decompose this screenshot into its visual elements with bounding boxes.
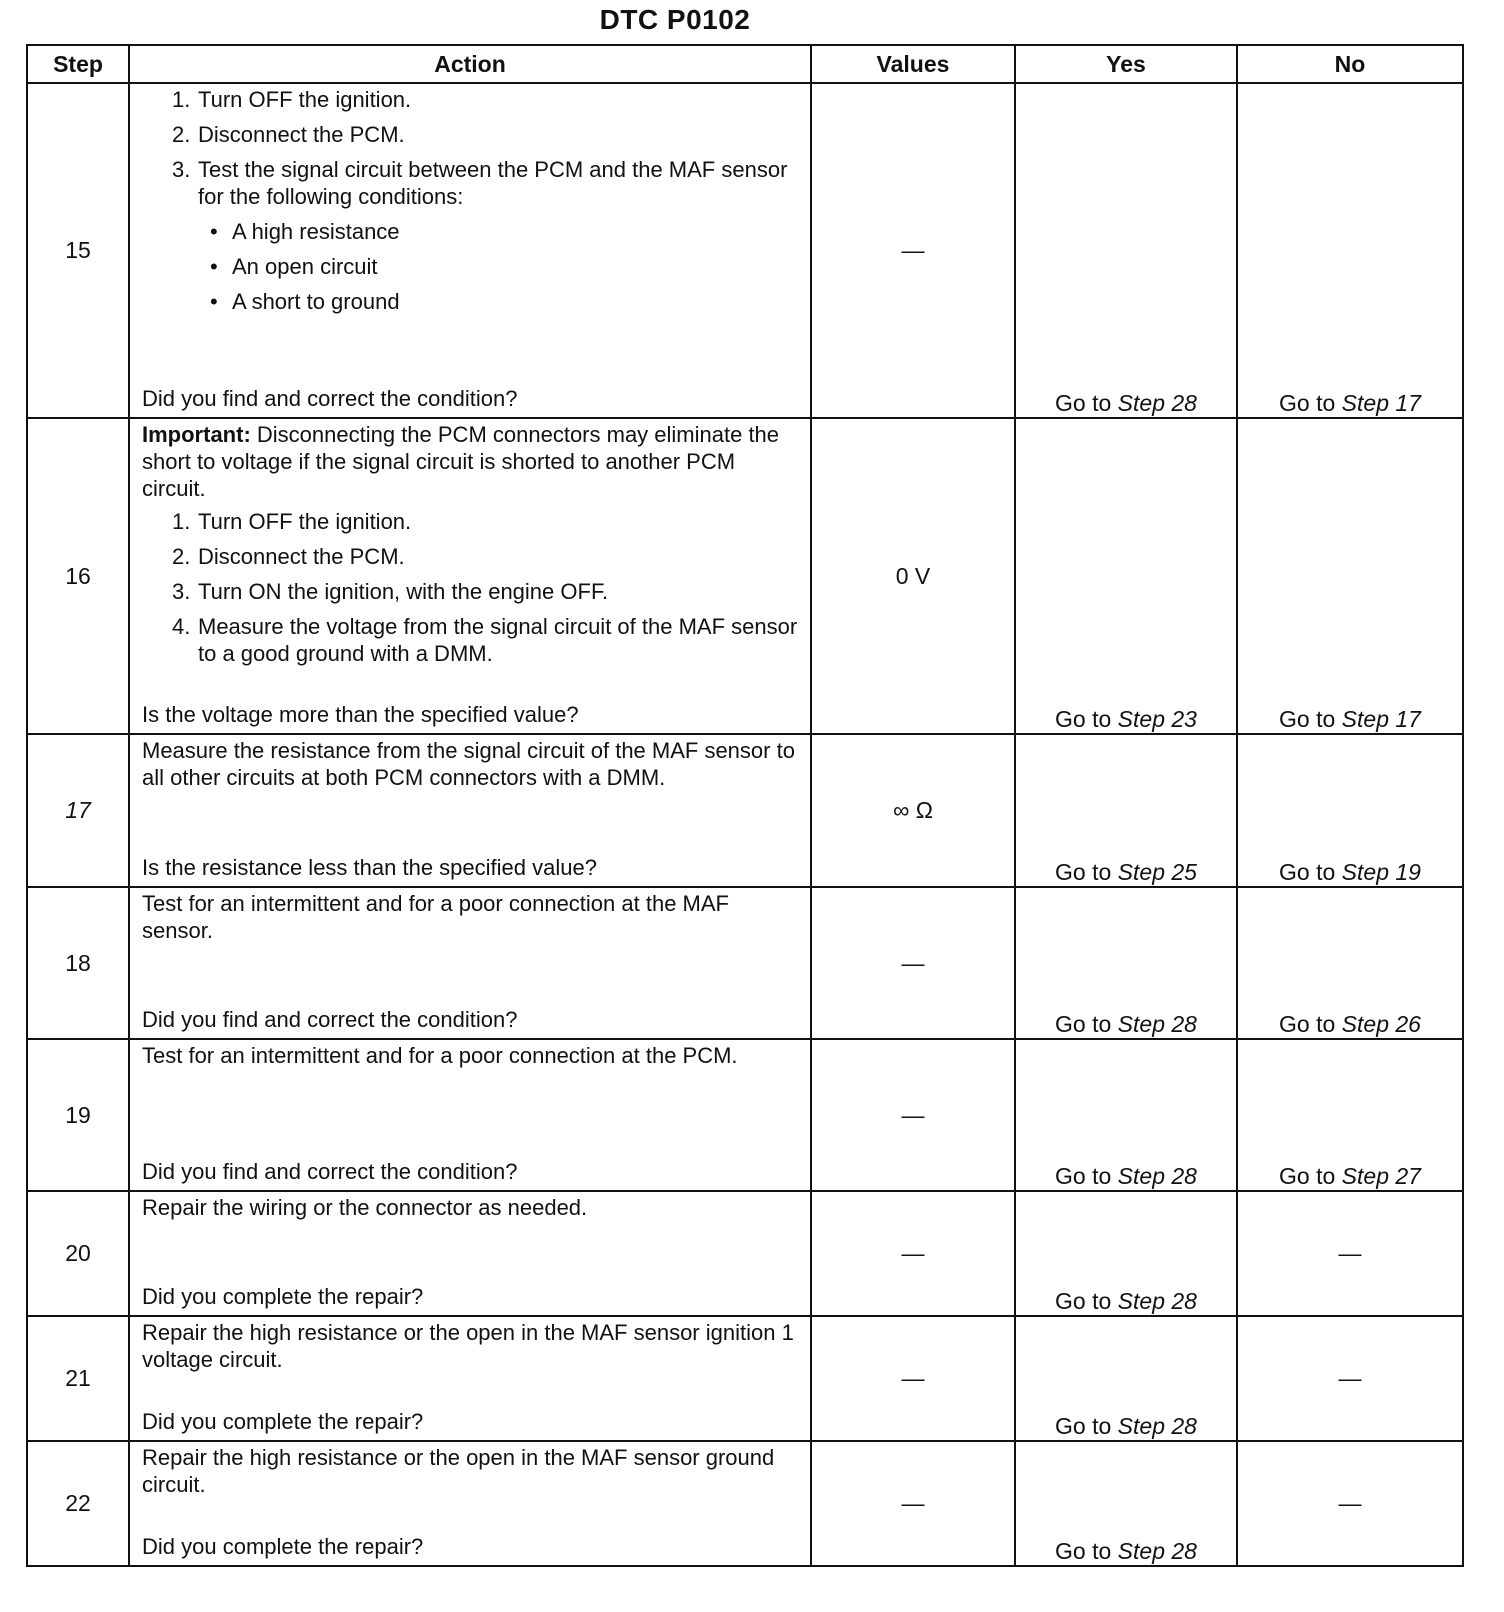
header-no: No bbox=[1237, 45, 1463, 83]
no-cell: — bbox=[1237, 1316, 1463, 1441]
action-cell bbox=[129, 1039, 811, 1191]
step-number: 22 bbox=[27, 1441, 129, 1566]
step-number: 19 bbox=[27, 1039, 129, 1191]
list-item: 1. Turn OFF the ignition. bbox=[172, 87, 412, 112]
table-row bbox=[27, 734, 1463, 887]
table-row bbox=[27, 887, 1463, 1039]
action-cell bbox=[129, 1316, 811, 1441]
no-cell: — bbox=[1237, 1441, 1463, 1566]
header-step: Step bbox=[27, 45, 129, 83]
important-note: Important: Disconnecting the PCM connectors may eliminate the short to voltage if the signal circuit is shorted to another PCM circuit. bbox=[142, 422, 780, 501]
list-item: 4. Measure the voltage from the signal circuit of the MAF sensor to a good ground with a DMM. bbox=[172, 614, 798, 666]
step-number: 20 bbox=[27, 1191, 129, 1316]
action-question: Did you find and correct the condition? bbox=[142, 1007, 518, 1032]
header-row bbox=[27, 45, 1463, 83]
step-number: 16 bbox=[27, 418, 129, 734]
action-question: Did you find and correct the condition? bbox=[142, 386, 518, 411]
value-cell: — bbox=[811, 887, 1015, 1039]
no-cell: Go to Step 27 bbox=[1237, 1039, 1463, 1191]
yes-cell: Go to Step 25 bbox=[1015, 734, 1237, 887]
step-number: 17 bbox=[27, 734, 129, 887]
action-question: Did you complete the repair? bbox=[142, 1534, 424, 1559]
value-cell: ∞ Ω bbox=[811, 734, 1015, 887]
action-question: Is the voltage more than the specified value? bbox=[142, 702, 579, 727]
table-row bbox=[27, 418, 1463, 734]
value-cell: — bbox=[811, 1316, 1015, 1441]
yes-cell: Go to Step 28 bbox=[1015, 1316, 1237, 1441]
list-item: • A high resistance bbox=[208, 218, 800, 245]
action-cell bbox=[129, 418, 811, 734]
value-cell: — bbox=[811, 83, 1015, 418]
action-question: Did you complete the repair? bbox=[142, 1284, 424, 1309]
header-values: Values bbox=[811, 45, 1015, 83]
table-row bbox=[27, 83, 1463, 418]
page-title: DTC P0102 bbox=[599, 4, 751, 35]
value-cell: — bbox=[811, 1441, 1015, 1566]
table-row bbox=[27, 1316, 1463, 1441]
action-text: Test for an intermittent and for a poor connection at the PCM. bbox=[142, 1043, 738, 1068]
value-cell: — bbox=[811, 1039, 1015, 1191]
table-row bbox=[27, 1039, 1463, 1191]
action-cell bbox=[129, 887, 811, 1039]
list-item: • A short to ground bbox=[208, 288, 800, 315]
action-question: Did you find and correct the condition? bbox=[142, 1159, 518, 1184]
yes-cell: Go to Step 28 bbox=[1015, 83, 1237, 418]
no-cell: Go to Step 17 bbox=[1237, 83, 1463, 418]
step-number: 18 bbox=[27, 887, 129, 1039]
condition-bullets bbox=[198, 218, 800, 315]
yes-cell: Go to Step 28 bbox=[1015, 887, 1237, 1039]
no-cell: — bbox=[1237, 1191, 1463, 1316]
action-question: Is the resistance less than the specified value? bbox=[142, 855, 597, 880]
action-text: Repair the wiring or the connector as needed. bbox=[142, 1195, 588, 1220]
header-action: Action bbox=[129, 45, 811, 83]
yes-cell: Go to Step 23 bbox=[1015, 418, 1237, 734]
table-row bbox=[27, 1441, 1463, 1566]
action-text: Measure the resistance from the signal circuit of the MAF sensor to all other circuits at both PCM connectors with a DMM. bbox=[142, 738, 795, 790]
action-cell bbox=[129, 83, 811, 418]
no-cell: Go to Step 19 bbox=[1237, 734, 1463, 887]
header-yes: Yes bbox=[1015, 45, 1237, 83]
value-cell: — bbox=[811, 1191, 1015, 1316]
action-text: Repair the high resistance or the open in the MAF sensor ground circuit. bbox=[142, 1445, 775, 1497]
list-item: 3. Turn ON the ignition, with the engine OFF. bbox=[172, 579, 609, 604]
action-cell bbox=[129, 734, 811, 887]
value-cell: 0 V bbox=[811, 418, 1015, 734]
table-row bbox=[27, 1191, 1463, 1316]
action-text: Repair the high resistance or the open in the MAF sensor ignition 1 voltage circuit. bbox=[142, 1320, 794, 1372]
yes-cell: Go to Step 28 bbox=[1015, 1191, 1237, 1316]
list-item: 2. Disconnect the PCM. bbox=[172, 122, 405, 147]
numbered-steps bbox=[142, 86, 800, 323]
action-text: Test for an intermittent and for a poor connection at the MAF sensor. bbox=[142, 891, 729, 943]
action-cell bbox=[129, 1441, 811, 1566]
list-item: • An open circuit bbox=[208, 253, 800, 280]
diagnostic-table bbox=[26, 44, 1464, 1567]
list-item: 1. Turn OFF the ignition. bbox=[172, 509, 412, 534]
list-item: 3. Test the signal circuit between the PCM and the MAF sensor for the following conditions: • A high resistance • An open circuit • A short to ground bbox=[172, 156, 800, 315]
action-cell bbox=[129, 1191, 811, 1316]
yes-cell: Go to Step 28 bbox=[1015, 1441, 1237, 1566]
action-question: Did you complete the repair? bbox=[142, 1409, 424, 1434]
numbered-steps bbox=[142, 508, 800, 675]
no-cell: Go to Step 26 bbox=[1237, 887, 1463, 1039]
no-cell: Go to Step 17 bbox=[1237, 418, 1463, 734]
step-number: 21 bbox=[27, 1316, 129, 1441]
yes-cell: Go to Step 28 bbox=[1015, 1039, 1237, 1191]
list-item: 2. Disconnect the PCM. bbox=[172, 544, 405, 569]
step-number: 15 bbox=[27, 83, 129, 418]
